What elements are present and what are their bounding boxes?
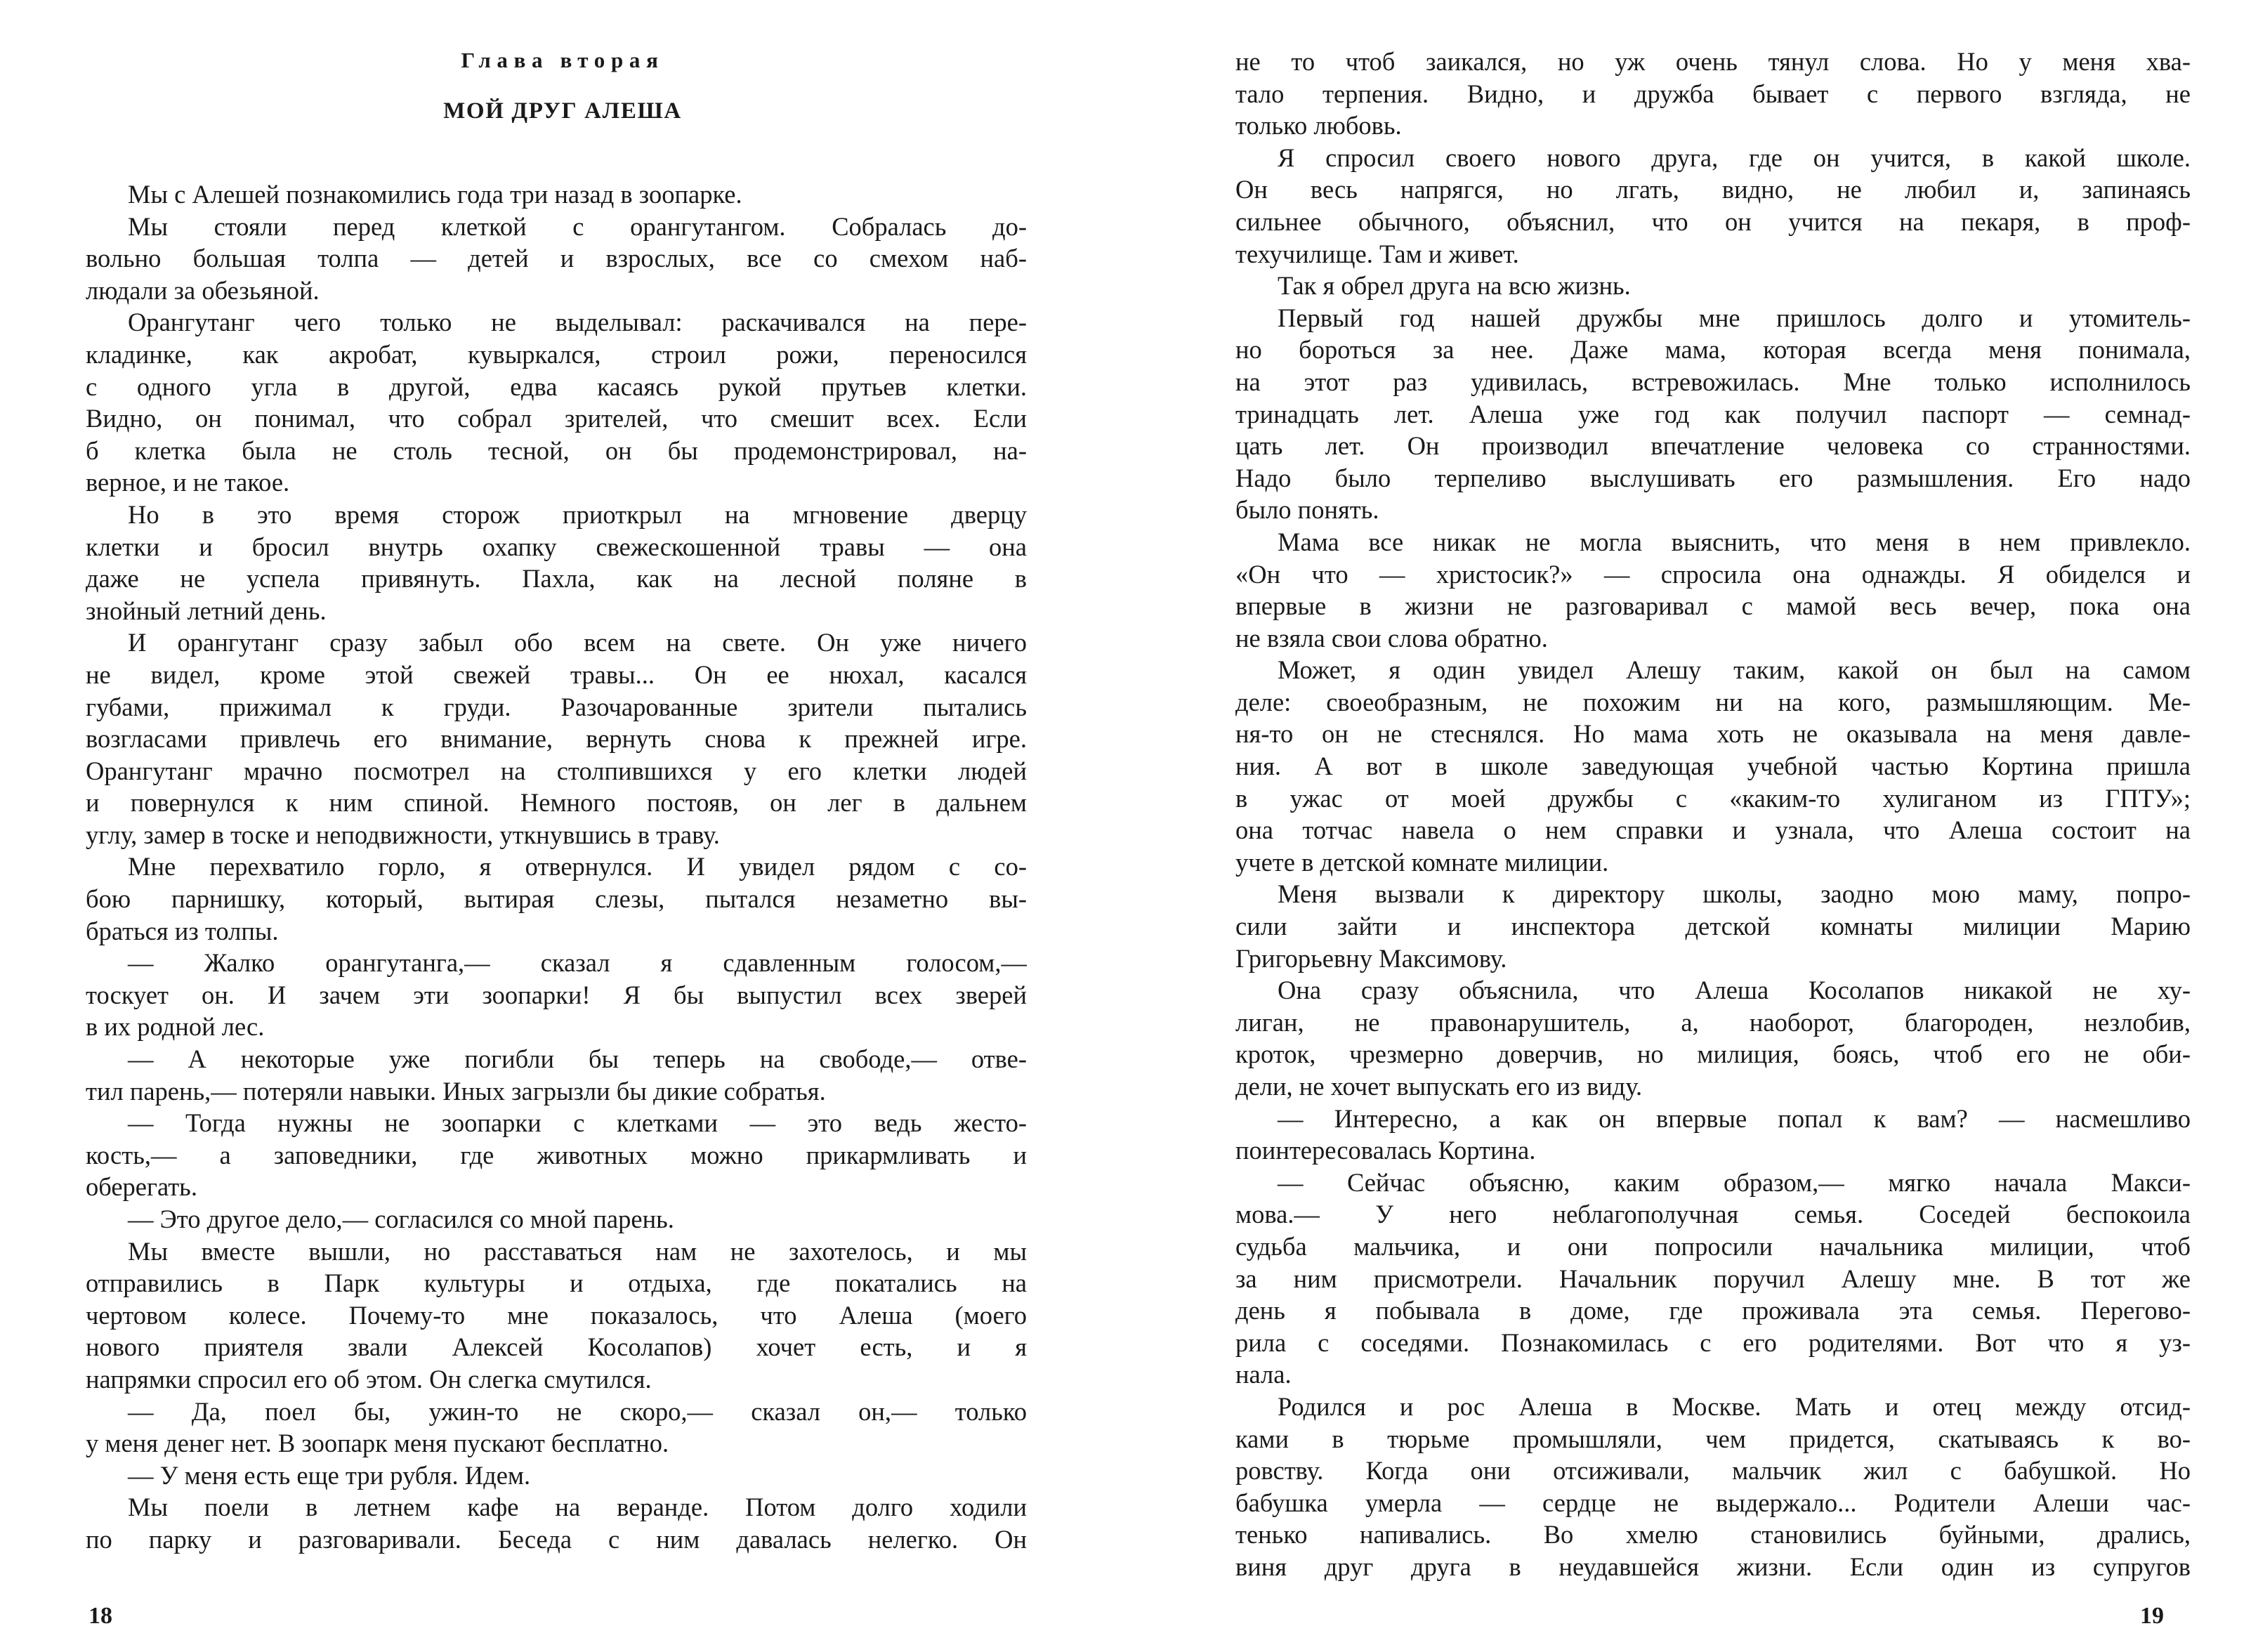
text-line: кость,— а заповедники, где животных можно прикармливать и <box>86 1140 1027 1169</box>
text-line: — Интересно, а как он впервые попал к вам? — насмешливо <box>1278 1103 2191 1133</box>
text-line: Меня вызвали к директору школы, заодно мою маму, попро- <box>1278 879 2191 909</box>
text-line: людали за обезьяной. <box>86 275 320 305</box>
text-line: Надо было терпеливо выслушивать его размышления. Его надо <box>1235 463 2191 492</box>
right-page <box>1125 0 2251 1652</box>
text-line: Мы стояли перед клеткой с орангутангом. Собралась до- <box>128 211 1027 241</box>
text-line: не видел, кроме этой свежей травы... Он ее нюхал, касался <box>86 660 1027 689</box>
chapter-title: МОЙ ДРУГ АЛЕША <box>443 98 682 124</box>
text-line: учете в детской комнате милиции. <box>1235 847 1609 877</box>
text-line: ния. А вот в школе заведующая учебной частью Кортина пришла <box>1235 752 2191 781</box>
left-page-text <box>86 178 1027 1556</box>
page-number-left: 18 <box>88 1603 112 1629</box>
text-line: Первый год нашей дружбы мне пришлось долго и утомитель- <box>1278 303 2191 332</box>
left-page <box>0 0 1125 1652</box>
text-line: Мне перехватило горло, я отвернулся. И увидел рядом с со- <box>128 852 1027 881</box>
text-line: кладинке, как акробат, кувыркался, строил рожи, переносился <box>86 339 1027 369</box>
text-line: отправились в Парк культуры и отдыха, где покатались на <box>86 1268 1027 1298</box>
text-line: цать лет. Он производил впечатление человека со странностями. <box>1235 431 2191 461</box>
text-line: ровству. Когда они отсиживали, мальчик жил с бабушкой. Но <box>1235 1456 2191 1486</box>
text-line: поинтересовалась Кортина. <box>1235 1136 1536 1165</box>
text-line: — Да, поел бы, ужин-то не скоро,— сказал он,— только <box>128 1396 1027 1426</box>
text-line: Мы вместе вышли, но расставаться нам не захотелось, и мы <box>128 1236 1027 1266</box>
text-line: «Он что — христосик?» — спросила она однажды. Я обиделся и <box>1235 559 2191 589</box>
text-line: Мама все никак не могла выяснить, что меня в нем привлекло. <box>1278 527 2191 556</box>
text-line: в ужас от моей дружбы с «каким-то хулиганом из ГПТУ»; <box>1235 783 2191 813</box>
text-line: сили зайти и инспектора детской комнаты милиции Марию <box>1235 912 2191 941</box>
text-line: клетки и бросил внутрь охапку свежескошенной травы — она <box>86 532 1027 561</box>
page-number-right: 19 <box>2140 1603 2164 1629</box>
text-line: верное, и не такое. <box>86 468 290 497</box>
text-line: губами, прижимал к груди. Разочарованные зрители пытались <box>86 692 1027 721</box>
text-line: мова.— У него неблагополучная семья. Соседей беспокоила <box>1235 1200 2191 1229</box>
text-line: дели, не хочет выпускать его из виду. <box>1235 1072 1643 1101</box>
chapter-label: Глава вторая <box>461 48 664 72</box>
text-line: браться из толпы. <box>86 916 279 945</box>
text-line: деле: своеобразным, не похожим ни на кого, размышляющим. Ме- <box>1235 687 2191 716</box>
text-line: Орангутанг чего только не выделывал: раскачивался на пере- <box>128 308 1027 337</box>
text-line: в их родной лес. <box>86 1012 265 1042</box>
text-line: вольно большая толпа — детей и взрослых, все со смехом наб- <box>86 244 1027 273</box>
text-line: у меня денег нет. В зоопарк меня пускают бесплатно. <box>86 1429 669 1458</box>
text-line: нала. <box>1235 1360 1292 1389</box>
text-line: — У меня есть еще три рубля. Идем. <box>128 1460 531 1490</box>
text-line: чертовом колесе. Почему-то мне показалось, что Алеша (моего <box>86 1300 1027 1330</box>
text-line: нового приятеля звали Алексей Косолапов) хочет есть, и я <box>86 1332 1027 1362</box>
text-line: по парку и разговаривали. Беседа с ним давалась нелегко. Он <box>86 1524 1027 1554</box>
text-line: было понять. <box>1235 495 1379 525</box>
text-line: на этот раз удивилась, встревожилась. Мне только исполнилось <box>1235 367 2191 396</box>
text-line: Родился и рос Алеша в Москве. Мать и отец между отсид- <box>1278 1391 2191 1421</box>
text-line: ня-то он не стеснялся. Но мама хоть не оказывала на меня давле- <box>1235 719 2191 749</box>
text-line: Я спросил своего нового друга, где он учится, в какой школе. <box>1278 143 2191 172</box>
text-line: не взяла свои слова обратно. <box>1235 623 1548 653</box>
text-line: И орангутанг сразу забыл обо всем на свете. Он уже ничего <box>128 628 1027 657</box>
text-line: б клетка была не столь тесной, он бы продемонстрировал, на- <box>86 435 1027 465</box>
text-line: Так я обрел друга на всю жизнь. <box>1278 271 1631 301</box>
text-line: оберегать. <box>86 1172 197 1202</box>
text-line: с одного угла в другой, едва касаясь рукой прутьев клетки. <box>86 372 1027 401</box>
text-line: углу, замер в тоске и неподвижности, уткнувшись в траву. <box>86 820 720 849</box>
text-line: но бороться за нее. Даже мама, которая всегда меня понимала, <box>1235 335 2191 365</box>
text-line: — Тогда нужны не зоопарки с клетками — это ведь жесто- <box>128 1108 1027 1138</box>
text-line: Может, я один увидел Алешу таким, какой он был на самом <box>1278 655 2191 685</box>
text-line: Она сразу объяснила, что Алеша Косолапов никакой не ху- <box>1278 976 2191 1005</box>
text-line: тил парень,— потеряли навыки. Иных загрызли бы дикие собратья. <box>86 1076 826 1106</box>
text-line: Григорьевну Максимову. <box>1235 943 1507 973</box>
text-line: Мы с Алешей познакомились года три назад в зоопарке. <box>128 180 742 209</box>
text-line: лиган, не правонарушитель, а, наоборот, благороден, незлобив, <box>1235 1007 2191 1037</box>
text-line: ками в тюрьме промышляли, чем придется, скатываясь к во- <box>1235 1424 2191 1453</box>
text-line: Видно, он понимал, что собрал зрителей, что смешит всех. Если <box>86 404 1027 433</box>
text-line: техучилище. Там и живет. <box>1235 239 1519 268</box>
text-line: она тотчас навела о нем справки и узнала, что Алеша состоит на <box>1235 815 2191 845</box>
text-line: впервые в жизни не разговаривал с мамой весь вечер, пока она <box>1235 591 2191 621</box>
text-line: тенько напивались. Во хмелю становились буйными, дрались, <box>1235 1520 2191 1549</box>
text-line: — Это другое дело,— согласился со мной парень. <box>128 1205 674 1233</box>
text-line: только любовь. <box>1235 111 1402 140</box>
right-page-text <box>1235 46 2191 1583</box>
text-line: тало терпения. Видно, и дружба бывает с первого взгляда, не <box>1235 79 2191 108</box>
text-line: даже не успела привянуть. Пахла, как на лесной поляне в <box>86 564 1027 594</box>
text-line: напрямки спросил его об этом. Он слегка смутился. <box>86 1364 652 1394</box>
text-line: рила с соседями. Познакомилась с его родителями. Вот что я уз- <box>1235 1328 2191 1357</box>
text-line: Мы поели в летнем кафе на веранде. Потом долго ходили <box>128 1493 1027 1522</box>
text-line: и повернулся к ним спиной. Немного постояв, он лег в дальнем <box>86 788 1027 818</box>
text-line: тоскует он. И зачем эти зоопарки! Я бы выпустил всех зверей <box>86 980 1027 1009</box>
text-line: — А некоторые уже погибли бы теперь на свободе,— отве- <box>128 1044 1027 1074</box>
text-line: кроток, чрезмерно доверчив, но милиция, боясь, чтоб его не оби- <box>1235 1040 2191 1069</box>
text-line: Он весь напрягся, но лгать, видно, не любил и, запинаясь <box>1235 175 2191 204</box>
text-line: знойный летний день. <box>86 596 327 625</box>
text-line: бою парнишку, который, вытирая слезы, пытался незаметно вы- <box>86 884 1027 914</box>
text-line: за ним присмотрели. Начальник поручил Алешу мне. В тот же <box>1235 1264 2191 1293</box>
text-line: виня друг друга в неудавшейся жизни. Если один из супругов <box>1235 1552 2191 1581</box>
text-line: Орангутанг мрачно посмотрел на столпившихся у его клетки людей <box>86 756 1027 785</box>
text-line: — Жалко орангутанга,— сказал я сдавленным голосом,— <box>128 948 1027 978</box>
text-line: сильнее обычного, объяснил, что он учится на пекаря, в проф- <box>1235 206 2191 236</box>
text-line: тринадцать лет. Алеша уже год как получил паспорт — семнад- <box>1235 399 2191 428</box>
text-line: Но в это время сторож приоткрыл на мгновение дверцу <box>128 499 1027 529</box>
text-line: не то чтоб заикался, но уж очень тянул слова. Но у меня хва- <box>1235 47 2191 76</box>
text-line: день я побывала в доме, где проживала эта семья. Перегово- <box>1235 1296 2191 1325</box>
text-line: бабушка умерла — сердце не выдержало... Родители Алеши час- <box>1235 1488 2191 1517</box>
text-line: — Сейчас объясню, каким образом,— мягко начала Макси- <box>1278 1167 2191 1197</box>
text-line: возгласами привлечь его внимание, вернуть снова к прежней игре. <box>86 724 1027 754</box>
text-line: судьба мальчика, и они попросили начальника милиции, чтоб <box>1235 1231 2191 1261</box>
